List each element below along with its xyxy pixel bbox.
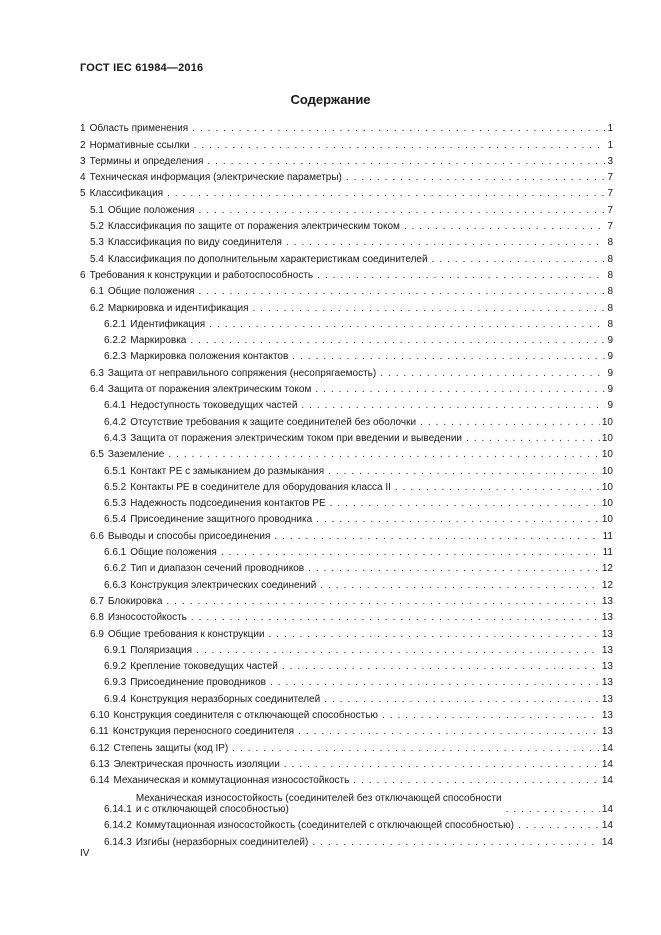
toc-entry-text: Идентификация — [130, 318, 206, 330]
toc-entry-number: 3 — [80, 155, 86, 167]
toc-entry-number: 6.6 — [90, 530, 104, 542]
toc-entry[interactable] — [80, 199, 613, 215]
toc-entry-page: 8 — [607, 269, 613, 281]
toc-entry[interactable] — [80, 770, 613, 786]
toc-entry[interactable] — [80, 607, 613, 623]
toc-entry-number: 6.6.1 — [104, 547, 127, 559]
toc-entry-number: 6.9.3 — [104, 677, 127, 689]
toc-entry-text: Надежность подсоединения контактов PE — [130, 498, 326, 510]
toc-entry-page: 13 — [601, 661, 613, 673]
toc-entry-text: Маркировка — [130, 335, 187, 347]
toc-entry-text: Коммутационная износостойкость (соединителей с отключающей способностью) — [135, 820, 514, 832]
toc-entry[interactable] — [80, 815, 613, 831]
toc-entry-text: Блокировка — [107, 595, 163, 607]
toc-entry-page: 9 — [607, 351, 613, 363]
toc-entry[interactable] — [80, 428, 613, 444]
toc-entry-text: Общие положения — [107, 286, 195, 298]
toc-entry[interactable] — [80, 265, 613, 281]
toc-entry-number: 5.3 — [90, 237, 104, 249]
toc-entry-page: 11 — [602, 530, 613, 542]
toc-entry-page: 13 — [601, 693, 613, 705]
toc-entry-text: Электрическая прочность изоляции — [113, 758, 280, 770]
toc-entry-text: Общие требования к конструкции — [107, 628, 265, 640]
toc-entry-page: 7 — [607, 188, 613, 200]
toc-entry[interactable] — [80, 786, 613, 815]
toc-entry-number: 6.5.4 — [104, 514, 127, 526]
toc-dot-leader — [353, 775, 600, 786]
toc-dot-leader — [253, 303, 606, 314]
toc-entry-number: 6.4.1 — [104, 400, 127, 412]
toc-entry[interactable] — [80, 362, 613, 378]
toc-entry[interactable] — [80, 395, 613, 411]
toc-entry-page: 12 — [601, 563, 613, 575]
toc-dot-leader — [286, 237, 605, 248]
toc-dot-leader — [328, 466, 600, 477]
toc-dot-leader — [269, 629, 600, 640]
toc-entry[interactable] — [80, 477, 613, 493]
toc-dot-leader — [380, 368, 605, 379]
toc-entry-text: Конструкция неразборных соединителей — [130, 693, 321, 705]
toc-entry-number: 6.14 — [90, 775, 110, 787]
toc-entry-page: 9 — [607, 400, 613, 412]
toc-dot-leader — [317, 270, 605, 281]
toc-dot-leader — [167, 188, 605, 199]
toc-entry-text: Конструкция электрических соединений — [130, 579, 317, 591]
toc-entry-text: Механическая износостойкость (соединителей без отключающей способности — [135, 793, 502, 805]
toc-entry-page: 8 — [607, 302, 613, 314]
toc-entry-page: 14 — [601, 836, 613, 848]
toc-dot-leader — [199, 286, 606, 297]
toc-entry-text: Степень защиты (код IP) — [113, 742, 229, 754]
toc-entry-text: Общие положения — [130, 547, 217, 559]
toc-entry-page: 13 — [601, 726, 613, 738]
toc-entry[interactable] — [80, 558, 613, 574]
toc-entry-number: 6.14.1 — [104, 804, 132, 816]
toc-entry-number: 6.3 — [90, 367, 104, 379]
toc-entry-text: Заземление — [107, 449, 165, 461]
toc-dot-leader — [301, 400, 605, 411]
toc-dot-leader — [192, 123, 605, 134]
document-header: ГОСТ IEC 61984—2016 — [80, 62, 204, 74]
toc-entry-page: 10 — [601, 481, 613, 493]
toc-entry[interactable] — [80, 737, 613, 753]
toc-dot-leader — [284, 759, 600, 770]
toc-entry-number: 6.13 — [90, 758, 110, 770]
toc-entry-number: 6.5.3 — [104, 498, 127, 510]
toc-entry-text: Механическая и коммутационная износостойкость — [113, 775, 350, 787]
toc-dot-leader — [404, 221, 606, 232]
toc-entry[interactable] — [80, 688, 613, 704]
toc-dot-leader — [346, 172, 606, 183]
toc-dot-leader — [382, 710, 600, 721]
toc-entry-page: 12 — [601, 579, 613, 591]
toc-entry-page: 3 — [607, 155, 613, 167]
toc-entry[interactable] — [80, 656, 613, 672]
toc-entry-number: 6.5 — [90, 449, 104, 461]
toc-entry-number: 6.6.2 — [104, 563, 127, 575]
toc-entry-number: 6.12 — [90, 742, 110, 754]
toc-entry-number: 6.5.2 — [104, 481, 127, 493]
toc-entry-number: 6.9.1 — [104, 644, 127, 656]
page-title: Содержание — [290, 92, 371, 107]
toc-entry-text: Контакты PE в соединителе для оборудования класса II — [130, 481, 391, 493]
toc-entry-number: 6 — [80, 269, 86, 281]
toc-entry-number: 2 — [80, 139, 86, 151]
toc-entry-number: 6.9 — [90, 628, 104, 640]
toc-entry-number: 6.7 — [90, 595, 104, 607]
toc-entry-page: 14 — [601, 804, 613, 816]
toc-entry[interactable] — [80, 151, 613, 167]
toc-entry[interactable] — [80, 831, 613, 847]
toc-entry[interactable] — [80, 444, 613, 460]
toc-entry[interactable] — [80, 379, 613, 395]
toc-entry-page: 10 — [601, 449, 613, 461]
toc-entry-number: 6.4.3 — [104, 432, 127, 444]
toc-entry-text: Общие положения — [107, 204, 195, 216]
toc-entry-page: 8 — [607, 253, 613, 265]
toc-entry-number: 6.14.3 — [104, 836, 132, 848]
toc-entry-text: Контакт PE с замыканием до размыкания — [130, 465, 325, 477]
toc-entry[interactable] — [80, 216, 613, 232]
toc-entry-text: Присоединение проводников — [130, 677, 266, 689]
toc-entry-page: 1 — [607, 139, 613, 151]
toc-dot-leader — [315, 384, 605, 395]
toc-entry-number: 6.10 — [90, 709, 110, 721]
toc-entry-text: Классификация по дополнительным характеристикам соединителей — [107, 253, 428, 265]
toc-entry[interactable] — [80, 346, 613, 362]
toc-dot-leader — [420, 417, 600, 428]
toc-entry[interactable] — [80, 640, 613, 656]
toc-entry-number: 6.9.2 — [104, 661, 127, 673]
toc-entry-number: 5.4 — [90, 253, 104, 265]
toc-entry-page: 8 — [607, 318, 613, 330]
toc-entry-page: 13 — [601, 644, 613, 656]
toc-entry[interactable] — [80, 493, 613, 509]
toc-entry-text: Маркировка положения контактов — [130, 351, 289, 363]
toc-entry-number: 6.4 — [90, 384, 104, 396]
toc-dot-leader — [308, 563, 600, 574]
toc-dot-leader — [320, 580, 600, 591]
toc-entry-page: 13 — [601, 628, 613, 640]
toc-dot-leader — [168, 449, 600, 460]
toc-entry-page: 8 — [607, 237, 613, 249]
table-of-contents — [80, 118, 613, 848]
toc-entry[interactable] — [80, 183, 613, 199]
toc-dot-leader — [292, 351, 605, 362]
toc-entry[interactable] — [80, 248, 613, 264]
toc-entry-number: 6.2 — [90, 302, 104, 314]
toc-entry[interactable] — [80, 672, 613, 688]
toc-entry-page: 9 — [607, 335, 613, 347]
toc-dot-leader — [190, 335, 605, 346]
toc-entry-number: 4 — [80, 172, 86, 184]
toc-dot-leader — [221, 547, 601, 558]
toc-entry-text: Отсутствие требования к защите соединителей без оболочки — [130, 416, 417, 428]
toc-entry-number: 6.8 — [90, 612, 104, 624]
toc-dot-leader — [432, 254, 606, 265]
toc-entry-text: Маркировка и идентификация — [107, 302, 249, 314]
toc-dot-leader — [209, 319, 605, 330]
toc-entry-page: 14 — [601, 758, 613, 770]
toc-entry-number: 1 — [80, 123, 86, 135]
toc-entry-page: 13 — [601, 612, 613, 624]
toc-entry[interactable] — [80, 232, 613, 248]
toc-entry[interactable] — [80, 330, 613, 346]
toc-dot-leader — [191, 612, 600, 623]
toc-entry[interactable] — [80, 281, 613, 297]
toc-dot-leader — [518, 820, 600, 831]
toc-entry[interactable] — [80, 314, 613, 330]
toc-entry-text: Выводы и способы присоединения — [107, 530, 271, 542]
toc-entry[interactable] — [80, 754, 613, 770]
toc-entry-text: Износостойкость — [107, 612, 187, 624]
toc-entry-number: 6.2.1 — [104, 318, 127, 330]
toc-entry-text: Поляризация — [130, 644, 193, 656]
toc-entry-text: Классификация по виду соединителя — [107, 237, 282, 249]
toc-entry-number: 6.4.2 — [104, 416, 127, 428]
toc-entry[interactable] — [80, 297, 613, 313]
toc-dot-leader — [166, 596, 599, 607]
toc-entry[interactable] — [80, 542, 613, 558]
toc-entry[interactable] — [80, 721, 613, 737]
toc-entry[interactable] — [80, 591, 613, 607]
toc-dot-leader — [316, 514, 600, 525]
toc-entry-page: 10 — [601, 465, 613, 477]
toc-entry-page: 1 — [607, 123, 613, 135]
toc-entry-page: 13 — [601, 677, 613, 689]
toc-entry-page: 10 — [601, 416, 613, 428]
toc-entry-text-block — [136, 793, 502, 815]
toc-entry-number: 6.2.2 — [104, 335, 127, 347]
toc-entry-page: 7 — [607, 204, 613, 216]
toc-entry-page: 8 — [607, 286, 613, 298]
toc-entry[interactable] — [80, 623, 613, 639]
toc-dot-leader — [282, 661, 600, 672]
toc-entry-text: Недоступность токоведущих частей — [130, 400, 298, 412]
toc-dot-leader — [274, 531, 600, 542]
toc-entry-page: 9 — [607, 384, 613, 396]
toc-entry-text-continued: и с отключающей способностью) — [135, 804, 289, 816]
toc-entry-page: 14 — [601, 775, 613, 787]
toc-entry-number: 5.1 — [90, 204, 104, 216]
toc-dot-leader — [270, 677, 600, 688]
toc-entry-text: Защита от неправильного сопряжения (несопрягаемость) — [107, 367, 377, 379]
toc-entry-text: Термины и определения — [89, 155, 204, 167]
toc-entry[interactable] — [80, 460, 613, 476]
toc-entry-number: 5.2 — [90, 221, 104, 233]
toc-entry-text: Классификация по защите от поражения электрическим током — [107, 221, 400, 233]
toc-entry-text: Защита от поражения электрическим током при введении и выведении — [130, 432, 462, 444]
toc-entry-number: 6.14.2 — [104, 820, 132, 832]
toc-entry-page: 7 — [607, 221, 613, 233]
toc-dot-leader — [395, 482, 600, 493]
toc-entry-page: 9 — [607, 367, 613, 379]
toc-entry-page: 13 — [601, 709, 613, 721]
toc-entry-text: Изгибы (неразборных соединителей) — [135, 836, 309, 848]
toc-entry-text: Конструкция соединителя с отключающей способностью — [113, 709, 378, 721]
toc-dot-leader — [324, 694, 600, 705]
toc-entry-page: 14 — [601, 820, 613, 832]
toc-entry-number: 6.2.3 — [104, 351, 127, 363]
toc-entry[interactable] — [80, 509, 613, 525]
toc-dot-leader — [298, 726, 600, 737]
toc-entry[interactable] — [80, 134, 613, 150]
toc-entry-text: Присоединение защитного проводника — [130, 514, 313, 526]
toc-entry-page: 10 — [601, 432, 613, 444]
toc-entry-page: 10 — [601, 498, 613, 510]
toc-entry-page: 10 — [601, 514, 613, 526]
toc-entry[interactable] — [80, 411, 613, 427]
toc-entry[interactable] — [80, 167, 613, 183]
toc-entry-text: Техническая информация (электрические параметры) — [89, 172, 342, 184]
toc-dot-leader — [196, 645, 600, 656]
toc-entry-number: 6.6.3 — [104, 579, 127, 591]
toc-entry-text: Защита от поражения электрическим током — [107, 384, 312, 396]
toc-entry-text: Область применения — [89, 123, 189, 135]
toc-entry-number: 6.9.4 — [104, 693, 127, 705]
toc-dot-leader — [312, 837, 600, 848]
toc-entry-page: 11 — [602, 547, 613, 559]
toc-dot-leader — [506, 804, 600, 815]
toc-entry[interactable] — [80, 118, 613, 134]
toc-dot-leader — [330, 498, 600, 509]
toc-entry-text: Крепление токоведущих частей — [130, 661, 278, 673]
toc-entry[interactable] — [80, 525, 613, 541]
toc-entry-number: 5 — [80, 188, 86, 200]
toc-entry[interactable] — [80, 705, 613, 721]
toc-entry-page: 13 — [601, 595, 613, 607]
toc-dot-leader — [466, 433, 600, 444]
toc-entry-page: 14 — [601, 742, 613, 754]
toc-entry-page: 7 — [607, 172, 613, 184]
toc-entry-number: 6.11 — [90, 726, 109, 738]
toc-dot-leader — [207, 156, 605, 167]
toc-entry-text: Требования к конструкции и работоспособность — [89, 269, 314, 281]
toc-entry-text: Нормативные ссылки — [89, 139, 190, 151]
page-number: IV — [80, 848, 90, 859]
toc-entry-text: Классификация — [89, 188, 164, 200]
toc-entry-number: 6.1 — [90, 286, 104, 298]
toc-dot-leader — [199, 205, 606, 216]
toc-entry-text: Тип и диапазон сечений проводников — [130, 563, 305, 575]
toc-dot-leader — [232, 743, 600, 754]
toc-entry-text: Конструкция переносного соединителя — [112, 726, 295, 738]
toc-dot-leader — [194, 140, 606, 151]
toc-entry-number: 6.5.1 — [104, 465, 127, 477]
toc-entry[interactable] — [80, 574, 613, 590]
